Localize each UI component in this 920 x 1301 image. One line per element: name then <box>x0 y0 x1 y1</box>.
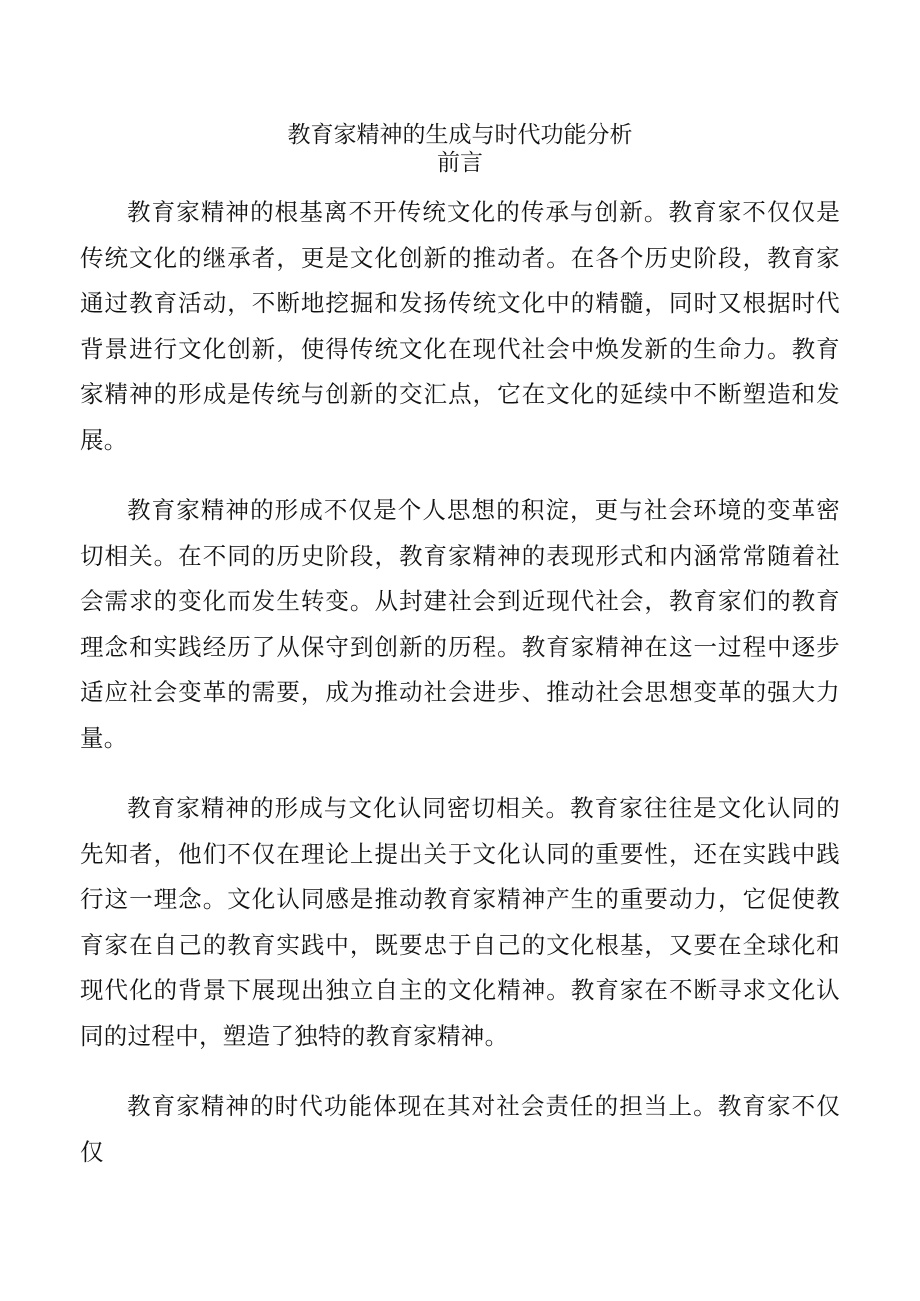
paragraph: 教育家精神的根基离不开传统文化的传承与创新。教育家不仅仅是传统文化的继承者，更是文化创新的推动者。在各个历史阶段，教育家通过教育活动，不断地挖掘和发扬传统文化中的精髓，同时又根据时代背景进行文化创新，使得传统文化在现代社会中焕发新的生命力。教育家精神的形成是传统与创新的交汇点，它在文化的延续中不断塑造和发展。 <box>80 198 840 454</box>
document-title: 教育家精神的生成与时代功能分析 <box>287 122 633 148</box>
section-heading: 前言 <box>437 150 483 176</box>
paragraph: 教育家精神的形成与文化认同密切相关。教育家往往是文化认同的先知者，他们不仅在理论上提出关于文化认同的重要性，还在实践中践行这一理念。文化认同感是推动教育家精神产生的重要动力，它促使教育家在自己的教育实践中，既要忠于自己的文化根基，又要在全球化和现代化的背景下展现出独立自主的文化精神。教育家在不断寻求文化认同的过程中，塑造了独特的教育家精神。 <box>80 794 840 1050</box>
paragraph: 教育家精神的形成不仅是个人思想的积淀，更与社会环境的变革密切相关。在不同的历史阶段，教育家精神的表现形式和内涵常常随着社会需求的变化而发生转变。从封建社会到近现代社会，教育家们的教育理念和实践经历了从保守到创新的历程。教育家精神在这一过程中逐步适应社会变革的需要，成为推动社会进步、推动社会思想变革的强大力量。 <box>80 496 840 752</box>
paragraph: 教育家精神的时代功能体现在其对社会责任的担当上。教育家不仅仅 <box>80 1092 840 1166</box>
document-body <box>80 190 840 1200</box>
